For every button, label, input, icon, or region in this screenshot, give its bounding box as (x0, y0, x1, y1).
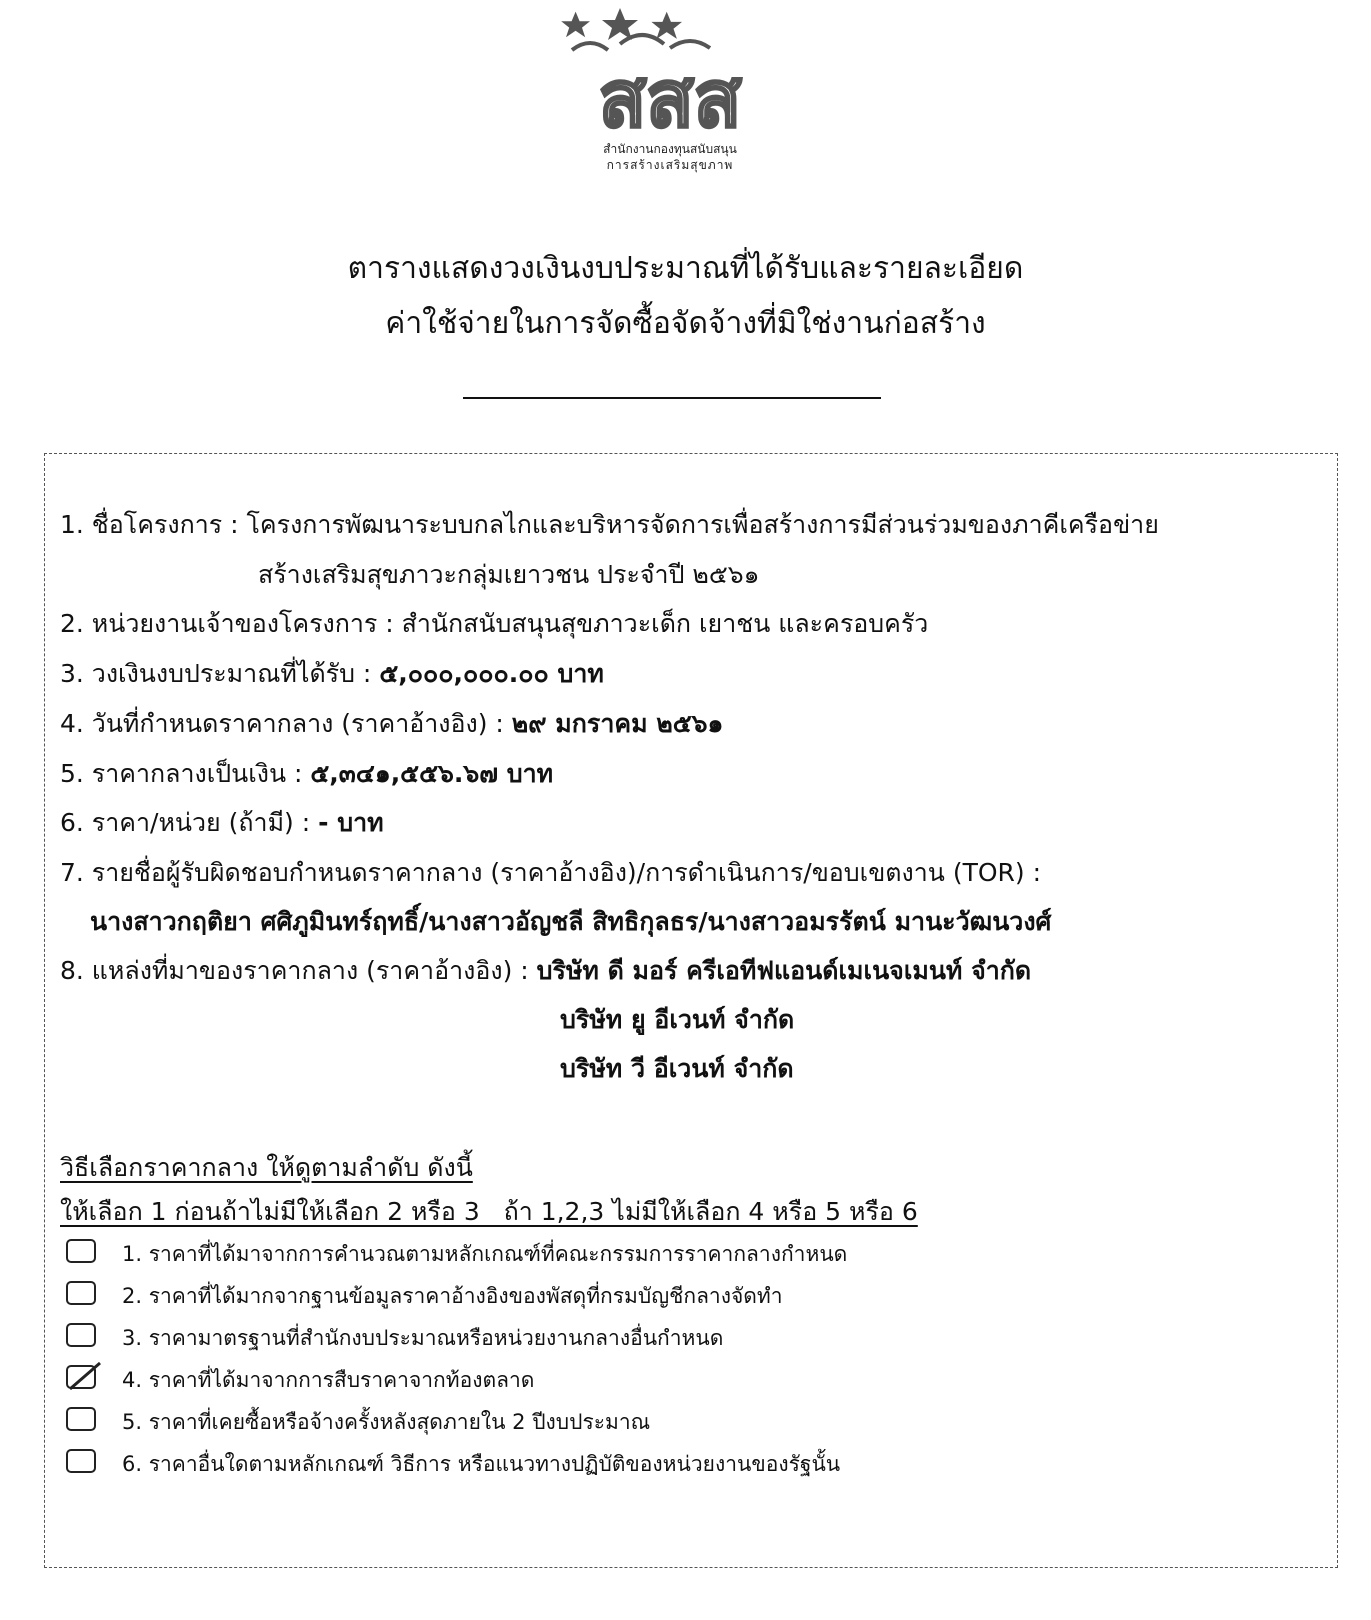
thaihealth-logo (560, 8, 780, 178)
item-3-budget (60, 654, 604, 694)
method-heading: วิธีเลือกราคากลาง ให้ดูตามลำดับ ดังนี้ (60, 1153, 473, 1182)
logo-org-line1: สำนักงานกองทุนสนับสนุน (603, 142, 737, 156)
option-1-checkbox[interactable] (66, 1239, 96, 1263)
item-8-source-3: บริษัท วี อีเวนท์ จำกัด (560, 1054, 794, 1083)
item-8-sources (60, 951, 1031, 991)
page-title-line1: ตารางแสดงวงเงินงบประมาณที่ได้รับและรายละเอียด (347, 251, 1024, 286)
item-8-source-2: บริษัท ยู อีเวนท์ จำกัด (560, 1005, 795, 1034)
item-8-source-1: บริษัท ดี มอร์ ครีเอทีฟแอนด์เมเนจเมนท์ จำกัด (536, 956, 1032, 985)
option-3-text: 3. ราคามาตรฐานที่สำนักงบประมาณหรือหน่วยงานกลางอื่นกำหนด (122, 1326, 724, 1350)
item-3-value: ๕,๐๐๐,๐๐๐.๐๐ บาท (379, 659, 604, 688)
option-5-text: 5. ราคาที่เคยซื้อหรือจ้างครั้งหลังสุดภายใน 2 ปีงบประมาณ (122, 1410, 651, 1434)
page-title-line2: ค่าใช้จ่ายในการจัดซื้อจัดจ้างที่มิใช่งานก่อสร้าง (385, 306, 986, 341)
item-8-label: 8. แหล่งที่มาของราคากลาง (ราคาอ้างอิง) : (60, 956, 537, 985)
item-5-label: 5. ราคากลางเป็นเงิน : (60, 759, 311, 788)
item-5-median-price (60, 754, 553, 794)
item-4-value: ๒๙ มกราคม ๒๕๖๑ (511, 709, 724, 738)
item-4-date (60, 704, 723, 744)
item-6-unit-price (60, 803, 384, 843)
item-4-label: 4. วันที่กำหนดราคากลาง (ราคาอ้างอิง) : (60, 709, 512, 738)
title-underline (463, 397, 881, 399)
option-6-text: 6. ราคาอื่นใดตามหลักเกณฑ์ วิธีการ หรือแนวทางปฏิบัติของหน่วยงานของรัฐนั้น (122, 1452, 841, 1476)
item-7-responsible-names: นางสาวกฤติยา ศศิภูมินทร์ฤทธิ์/นางสาวอัญชลี สิทธิกุลธร/นางสาวอมรรัตน์ มานะวัฒนวงศ์ (90, 907, 1052, 936)
logo-org-line2: การสร้างเสริมสุขภาพ (606, 158, 734, 172)
item-2-owner-unit: 2. หน่วยงานเจ้าของโครงการ : สำนักสนับสนุนสุขภาวะเด็ก เยาชน และครอบครัว (60, 609, 929, 638)
option-6-checkbox[interactable] (66, 1449, 96, 1473)
item-1-project-name-cont: สร้างเสริมสุขภาวะกลุ่มเยาวชน ประจำปี ๒๕๖๑ (258, 560, 760, 589)
item-6-value: - บาท (318, 808, 384, 837)
item-5-value: ๕,๓๔๑,๕๕๖.๖๗ บาท (310, 759, 554, 788)
item-6-label: 6. ราคา/หน่วย (ถ้ามี) : (60, 808, 319, 837)
item-3-label: 3. วงเงินงบประมาณที่ได้รับ : (60, 659, 380, 688)
option-3-checkbox[interactable] (66, 1323, 96, 1347)
option-5-checkbox[interactable] (66, 1407, 96, 1431)
logo-letters: สสส (598, 55, 742, 143)
method-rule: ให้เลือก 1 ก่อนถ้าไม่มีให้เลือก 2 หรือ 3 ถ้า 1,2,3 ไม่มีให้เลือก 4 หรือ 5 หรือ 6 (60, 1197, 918, 1226)
option-2-text: 2. ราคาที่ได้มากจากฐานข้อมูลราคาอ้างอิงของพัสดุที่กรมบัญชีกลางจัดทำ (122, 1284, 783, 1308)
option-4-text: 4. ราคาที่ได้มาจากการสืบราคาจากท้องตลาด (122, 1368, 535, 1392)
option-1-text: 1. ราคาที่ได้มาจากการคำนวณตามหลักเกณฑ์ที่คณะกรรมการราคากลางกำหนด (122, 1242, 848, 1266)
logo-mark-icon (560, 8, 780, 143)
option-2-checkbox[interactable] (66, 1281, 96, 1305)
check-mark-icon (64, 1357, 104, 1397)
item-1-project-name: 1. ชื่อโครงการ : โครงการพัฒนาระบบกลไกและบริหารจัดการเพื่อสร้างการมีส่วนร่วมของภาคีเครือข่าย (60, 510, 1159, 539)
item-7-responsible: 7. รายชื่อผู้รับผิดชอบกำหนดราคากลาง (ราคาอ้างอิง)/การดำเนินการ/ขอบเขตงาน (TOR) : (60, 858, 1042, 887)
